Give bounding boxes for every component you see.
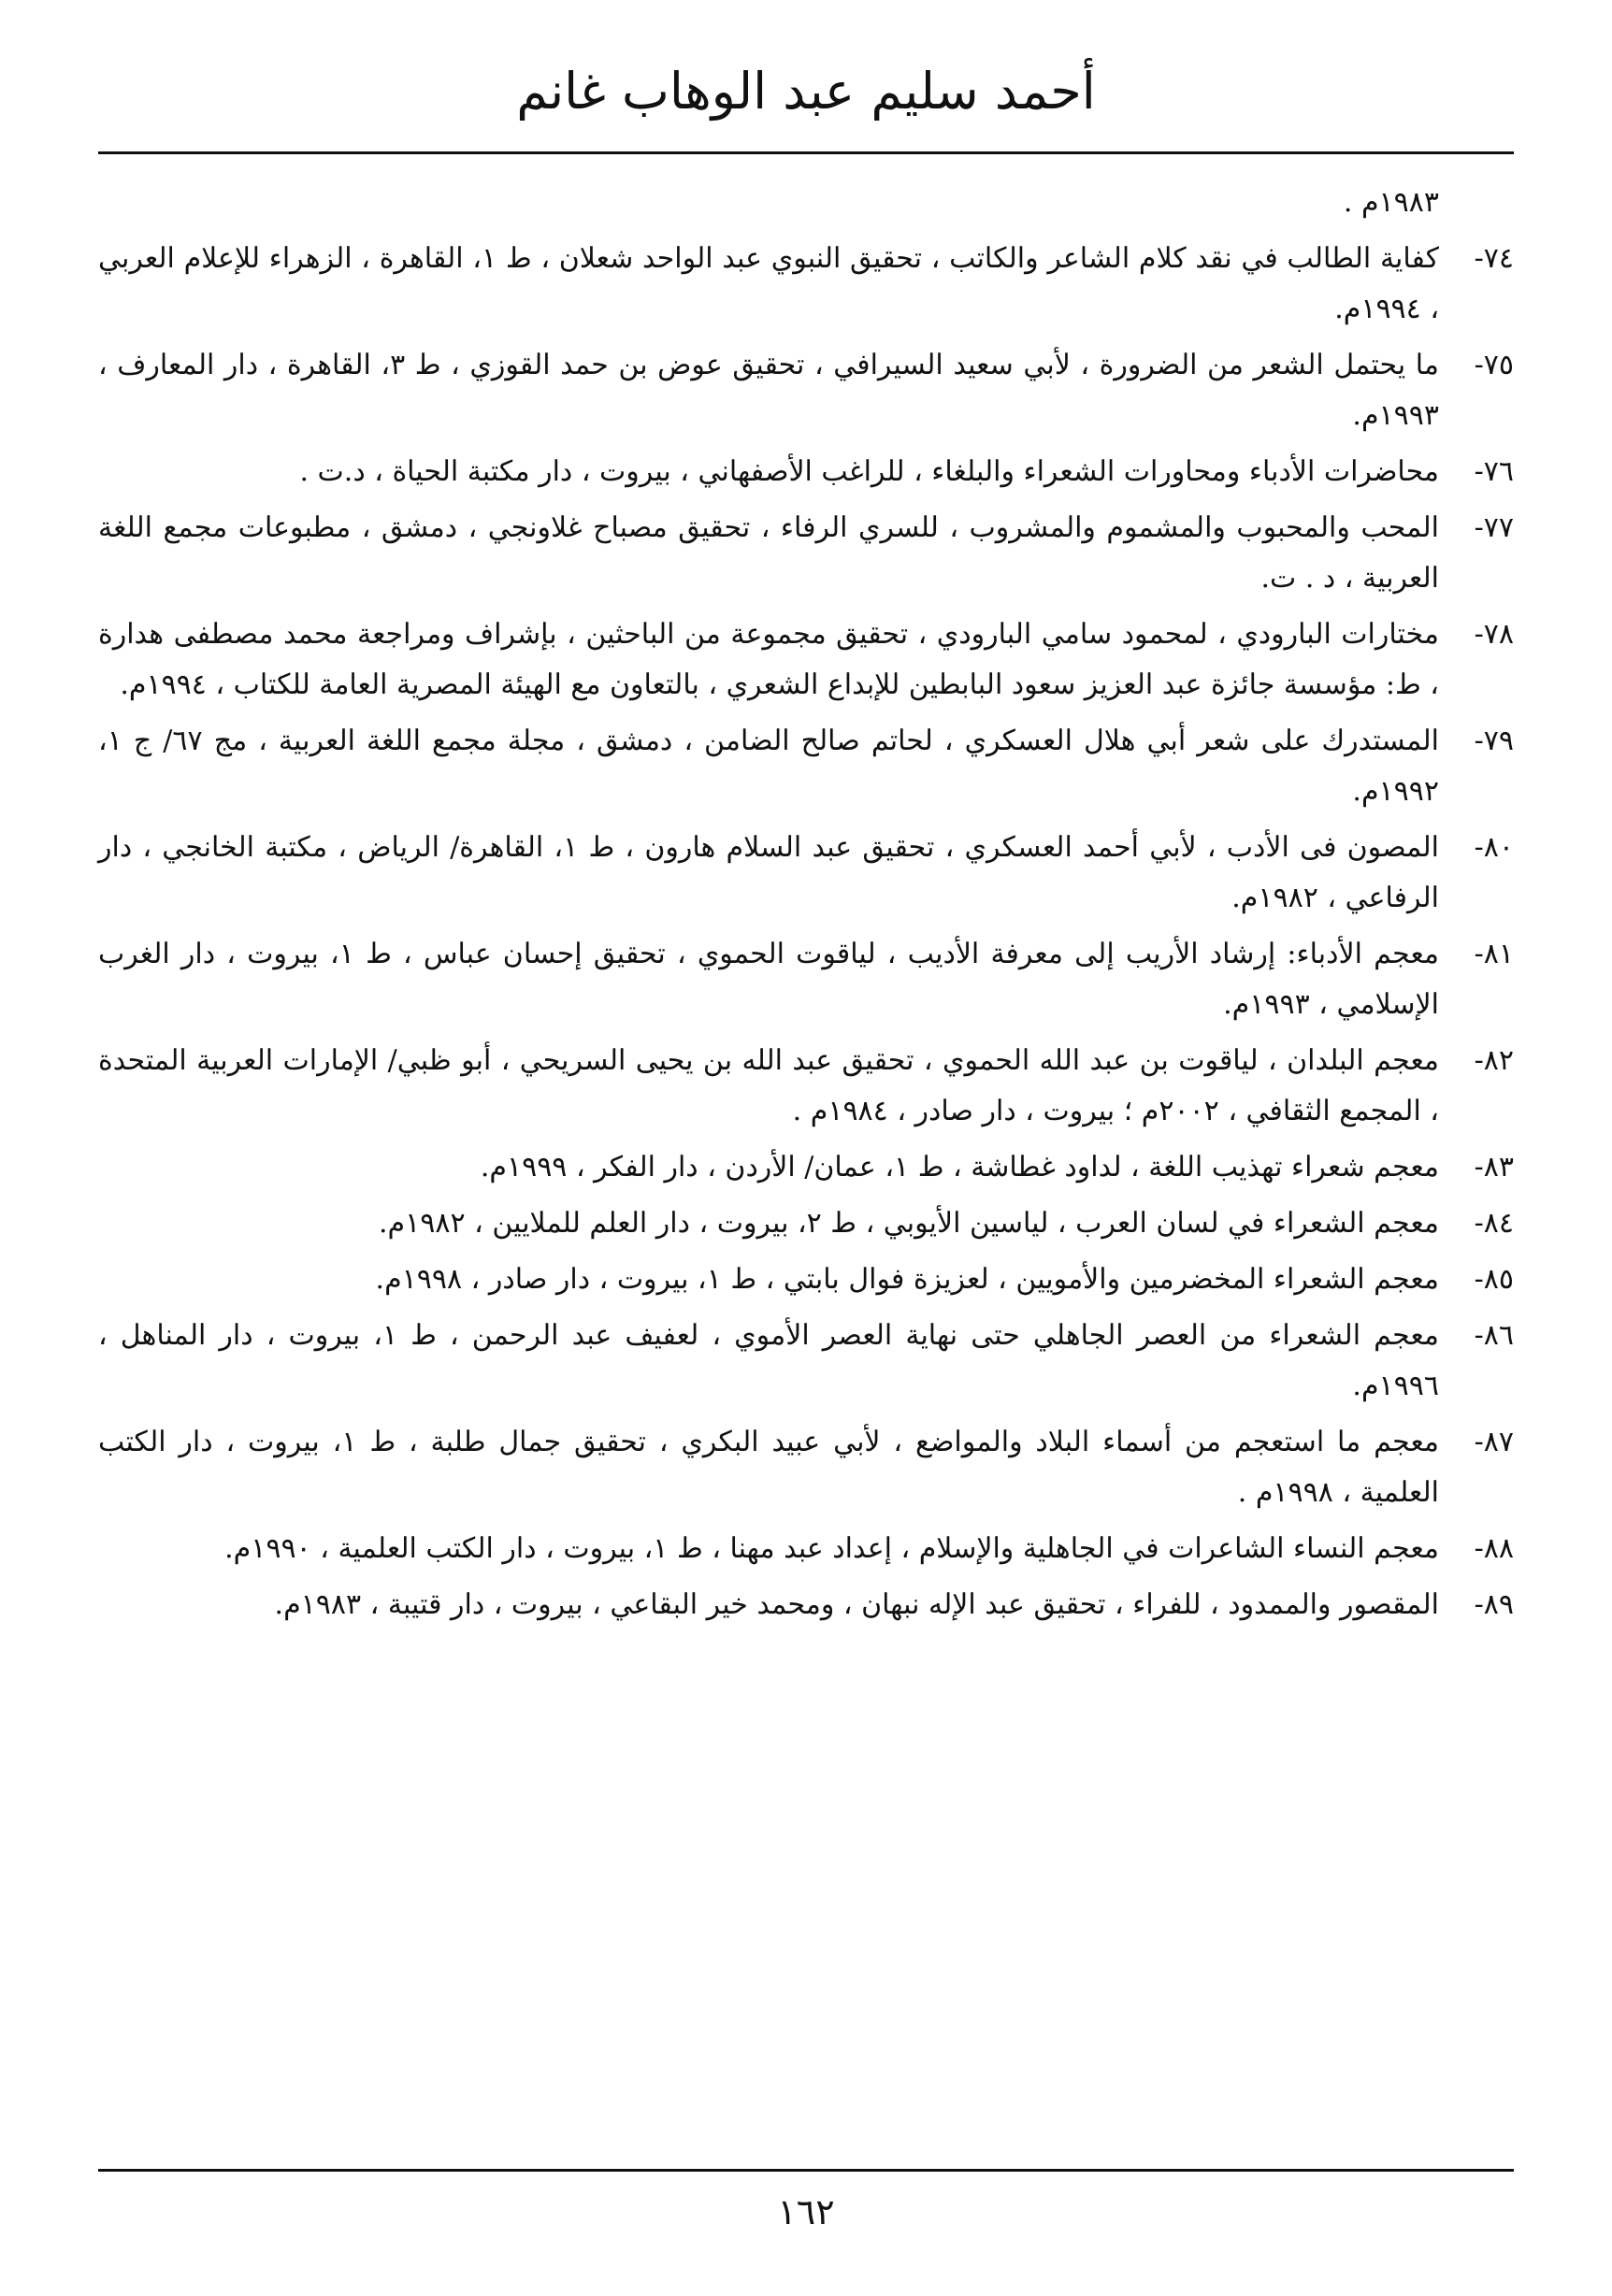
entry-number: ٨٧- [1474, 1426, 1514, 1458]
entry-text: معجم البلدان ، لياقوت بن عبد الله الحموي ، تحقيق عبد الله بن يحيى السريحي ، أبو ظبي/ الإمارات العربية المتحدة ، المجمع الثقافي ، ٢٠٠٢م ؛ بيروت ، دار صادر ، ١٩٨٤م . [98, 1044, 1439, 1127]
entry-number: ٨٨- [1474, 1532, 1514, 1565]
entry-text: معجم ما استعجم من أسماء البلاد والمواضع ، لأبي عبيد البكري ، تحقيق جمال طلبة ، ط ١، بيروت ، دار الكتب العلمية ، ١٩٩٨م . [98, 1426, 1439, 1509]
running-header-title: أحمد سليم عبد الوهاب غانم [516, 62, 1096, 121]
list-item-83 [98, 1142, 1514, 1193]
entry-text: معجم النساء الشاعرات في الجاهلية والإسلام ، إعداد عبد مهنا ، ط ١، بيروت ، دار الكتب العلمية ، ١٩٩٠م. [224, 1532, 1439, 1565]
list-item-continuation [98, 178, 1514, 228]
list-item-89 [98, 1580, 1514, 1630]
entry-number: ٨٤- [1474, 1207, 1514, 1240]
header-rule [98, 151, 1514, 154]
entry-text: معجم الشعراء المخضرمين والأمويين ، لعزيزة فوال بابتي ، ط ١، بيروت ، دار صادر ، ١٩٩٨م. [375, 1263, 1439, 1296]
list-item-79 [98, 716, 1514, 817]
entry-text: معجم شعراء تهذيب اللغة ، لداود غطاشة ، ط ١، عمان/ الأردن ، دار الفكر ، ١٩٩٩م. [480, 1151, 1439, 1184]
entry-number: ٨٢- [1474, 1044, 1514, 1077]
entry-number: ٨٣- [1474, 1151, 1514, 1184]
entry-number: ٨٠- [1474, 831, 1514, 864]
list-item-77 [98, 503, 1514, 604]
entry-text: ما يحتمل الشعر من الضرورة ، لأبي سعيد السيرافي ، تحقيق عوض بن حمد القوزي ، ط ٣، القاهرة ، دار المعارف ، ١٩٩٣م. [98, 349, 1439, 432]
entry-text: كفاية الطالب في نقد كلام الشاعر والكاتب ، تحقيق النبوي عبد الواحد شعلان ، ط ١، القاهرة ، الزهراء للإعلام العربي ، ١٩٩٤م. [98, 242, 1440, 325]
list-item-78 [98, 610, 1514, 710]
list-item-84 [98, 1198, 1514, 1249]
list-item-74 [98, 234, 1514, 335]
entry-text: معجم الشعراء في لسان العرب ، لياسين الأيوبي ، ط ٢، بيروت ، دار العلم للملايين ، ١٩٨٢م. [378, 1207, 1439, 1240]
entry-text: المستدرك على شعر أبي هلال العسكري ، لحاتم صالح الضامن ، دمشق ، مجلة مجمع اللغة العربية ، مج ٦٧/ ج ١، ١٩٩٢م. [98, 725, 1439, 808]
entry-number: ٧٦- [1474, 455, 1514, 488]
entry-text: معجم الشعراء من العصر الجاهلي حتى نهاية العصر الأموي ، لعفيف عبد الرحمن ، ط ١، بيروت ، دار المناهل ، ١٩٩٦م. [98, 1319, 1439, 1402]
entry-number: ٨٩- [1474, 1588, 1514, 1621]
entry-text: المصون فى الأدب ، لأبي أحمد العسكري ، تحقيق عبد السلام هارون ، ط ١، القاهرة/ الرياض ، مكتبة الخانجي ، دار الرفاعي ، ١٩٨٢م. [98, 831, 1439, 914]
list-item-75 [98, 340, 1514, 441]
entry-number: ٨٥- [1474, 1263, 1514, 1296]
footer-rule [98, 2169, 1514, 2172]
list-item-88 [98, 1524, 1514, 1574]
list-item-85 [98, 1255, 1514, 1305]
page-number: ١٦٢ [777, 2191, 835, 2232]
entry-text: مختارات البارودي ، لمحمود سامي البارودي ، تحقيق مجموعة من الباحثين ، بإشراف ومراجعة محمد مصطفى هدارة ، ط: مؤسسة جائزة عبد العزيز سعود البابطين للإبداع الشعري ، بالتعاون مع الهيئة المصرية العامة للكتاب ، ١٩٩٤م. [98, 618, 1439, 701]
list-item-87 [98, 1417, 1514, 1518]
entry-number: ٨٦- [1474, 1319, 1514, 1352]
entry-number: ٧٨- [1474, 618, 1514, 651]
entry-number: ٧٥- [1474, 349, 1514, 381]
entry-text: معجم الأدباء: إرشاد الأريب إلى معرفة الأديب ، لياقوت الحموي ، تحقيق إحسان عباس ، ط ١، بيروت ، دار الغرب الإسلامي ، ١٩٩٣م. [98, 938, 1439, 1021]
bibliography-list [98, 178, 1514, 2141]
list-item-81 [98, 929, 1514, 1030]
entry-number: ٨١- [1474, 938, 1514, 970]
list-item-76 [98, 447, 1514, 497]
list-item-82 [98, 1036, 1514, 1137]
list-item-86 [98, 1311, 1514, 1412]
entry-text: المقصور والممدود ، للفراء ، تحقيق عبد الإله نبهان ، ومحمد خير البقاعي ، بيروت ، دار قتيبة ، ١٩٨٣م. [274, 1588, 1439, 1621]
entry-number: ٧٧- [1474, 511, 1514, 544]
entry-text: محاضرات الأدباء ومحاورات الشعراء والبلغاء ، للراغب الأصفهاني ، بيروت ، دار مكتبة الحياة ، د.ت . [299, 455, 1439, 488]
list-item-80 [98, 823, 1514, 924]
entry-number: ٧٤- [1474, 242, 1514, 275]
entry-number: ٧٩- [1474, 725, 1514, 757]
entry-text: ١٩٨٣م . [1343, 186, 1439, 219]
entry-text: المحب والمحبوب والمشموم والمشروب ، للسري الرفاء ، تحقيق مصباح غلاونجي ، دمشق ، مطبوعات مجمع اللغة العربية ، د . ت. [98, 511, 1439, 595]
